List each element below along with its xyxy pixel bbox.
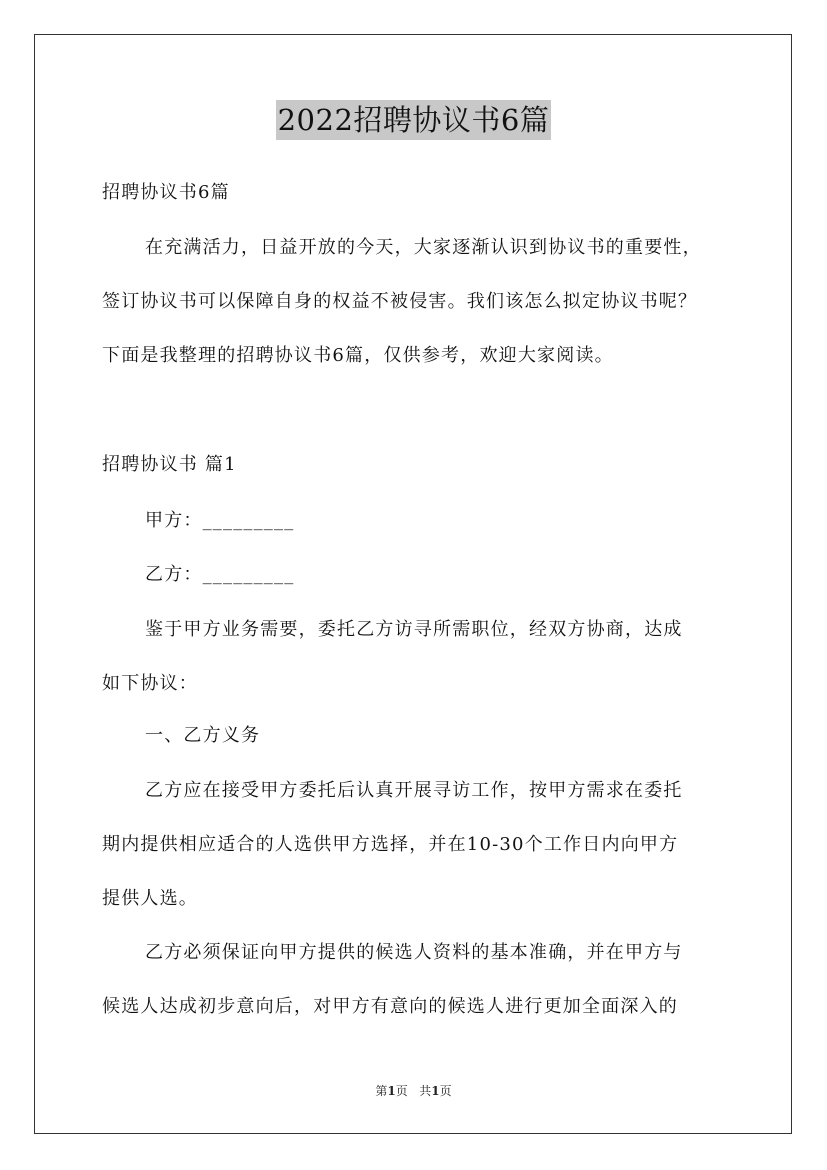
- party-a-line: 甲方：_________: [145, 510, 295, 531]
- subtitle-line: 招聘协议书6篇: [102, 182, 230, 203]
- paragraph-line: 如下协议：: [102, 673, 198, 694]
- paragraph-line: 候选人达成初步意向后，对甲方有意向的候选人进行更加全面深入的: [102, 996, 678, 1017]
- title-container: [0, 100, 827, 140]
- paragraph-line: 乙方必须保证向甲方提供的候选人资料的基本准确，并在甲方与: [145, 942, 683, 963]
- page-number: 1: [387, 1084, 396, 1098]
- paragraph-line: 鉴于甲方业务需要，委托乙方访寻所需职位，经双方协商，达成: [145, 619, 683, 640]
- total-suffix: 页: [439, 1084, 452, 1098]
- section-heading: 招聘协议书 篇1: [102, 454, 237, 475]
- paragraph-line: 期内提供相应适合的人选供甲方选择，并在10-30个工作日内向甲方: [102, 834, 679, 855]
- page-prefix: 第: [375, 1084, 388, 1098]
- party-b-line: 乙方：_________: [145, 564, 295, 585]
- paragraph-line: 乙方应在接受甲方委托后认真开展寻访工作，按甲方需求在委托: [145, 780, 683, 801]
- clause-heading: 一、乙方义务: [145, 725, 261, 746]
- paragraph-line: 在充满活力，日益开放的今天，大家逐渐认识到协议书的重要性，: [145, 237, 702, 258]
- page-footer: [0, 1083, 827, 1099]
- page-suffix: 页: [395, 1084, 408, 1098]
- total-number: 1: [431, 1084, 440, 1098]
- paragraph-line: 下面是我整理的招聘协议书6篇，仅供参考，欢迎大家阅读。: [102, 345, 614, 366]
- document-title: 2022招聘协议书6篇: [276, 100, 552, 140]
- paragraph-line: 签订协议书可以保障自身的权益不被侵害。我们该怎么拟定协议书呢？: [102, 291, 698, 312]
- paragraph-line: 提供人选。: [102, 888, 198, 909]
- total-prefix: 共: [419, 1084, 432, 1098]
